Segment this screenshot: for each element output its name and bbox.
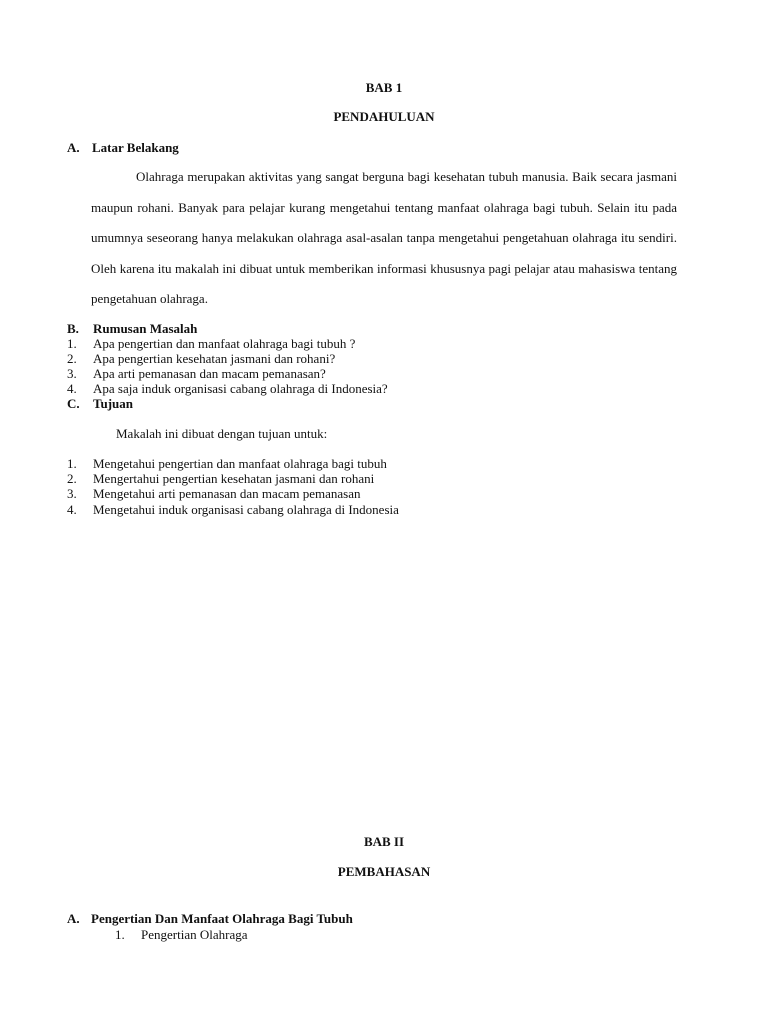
section-b-label: B. [67,321,79,336]
section-a-heading: Latar Belakang [92,140,179,155]
list-item: Apa pengertian kesehatan jasmani dan rohani? [93,351,336,366]
subsection-title: Pengertian Olahraga [141,927,248,942]
subsection-number: 1. [115,927,125,942]
list-item-number: 3. [67,486,77,501]
list-item: Mengetahui pengertian dan manfaat olahraga bagi tubuh [93,456,387,471]
list-item-number: 3. [67,366,77,381]
list-item: Apa pengertian dan manfaat olahraga bagi tubuh ? [93,336,356,351]
list-item-number: 2. [67,351,77,366]
list-item: Mengetahui induk organisasi cabang olahraga di Indonesia [93,502,399,517]
section-c-heading: Tujuan [93,396,133,411]
section-a-label: A. [67,140,80,155]
list-item-number: 1. [67,336,77,351]
list-item-number: 1. [67,456,77,471]
list-item: Mengetahui arti pemanasan dan macam pemanasan [93,486,361,501]
list-item-number: 4. [67,502,77,517]
chapter-2-title: BAB II [363,834,405,849]
section-c-label: C. [67,396,80,411]
background-paragraph-text: Olahraga merupakan aktivitas yang sangat berguna bagi kesehatan tubuh manusia. Baik secara jasmani maupun rohani. Banyak para pelajar kurang mengetahui tentang manfaat olahraga bagi tubuh. Selain itu pada umumnya seseorang hanya melakukan olahraga asal-asalan tanpa mengetahui pengetahuan olahraga itu sendiri. Oleh karena itu makalah ini dibuat untuk memberikan informasi khususnya pagi pelajar atau mahasiswa tentang pengetahuan olahraga. [91,169,677,306]
section-b-heading: Rumusan Masalah [93,321,198,336]
list-item-number: 2. [67,471,77,486]
chapter-2-subtitle: PEMBAHASAN [337,864,431,879]
list-item: Apa saja induk organisasi cabang olahraga di Indonesia? [93,381,388,396]
list-item-number: 4. [67,381,77,396]
objective-intro: Makalah ini dibuat dengan tujuan untuk: [116,426,328,441]
list-item: Mengertahui pengertian kesehatan jasmani dan rohani [93,471,375,486]
chapter-title: BAB 1 [365,80,403,95]
section-2a-label: A. [67,911,80,926]
chapter-subtitle: PENDAHULUAN [333,109,435,124]
list-item: Apa arti pemanasan dan macam pemanasan? [93,366,326,381]
section-2a-heading: Pengertian Dan Manfaat Olahraga Bagi Tubuh [91,911,353,926]
background-paragraph [91,162,677,315]
